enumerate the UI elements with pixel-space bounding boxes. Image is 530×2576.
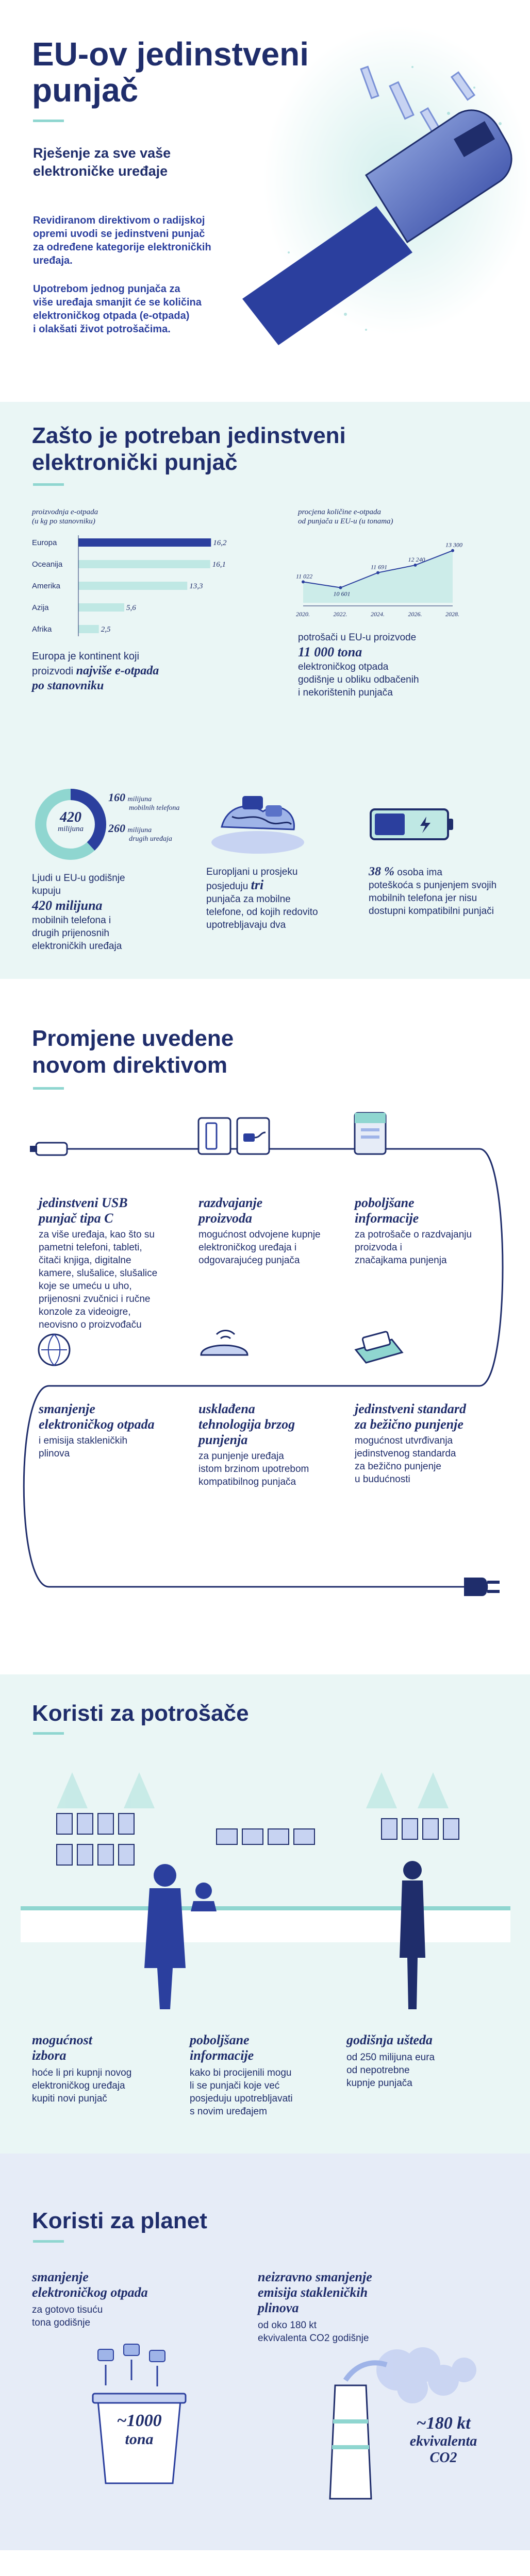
benefit-body-line: elektroničkog uređaja <box>32 2080 125 2091</box>
benefit-body-line: od nepotrebne <box>346 2065 410 2076</box>
why-section <box>0 402 530 979</box>
chart1-title-line: proizvodnja e-otpada <box>32 508 98 516</box>
clerk-figure <box>191 1883 217 1911</box>
change-title-line: punjač tipa C <box>39 1211 113 1226</box>
chart2-title-line: procjena količine e-otpada <box>298 508 382 516</box>
chart1-title-line: (u kg po stanovniku) <box>32 517 95 526</box>
change-body <box>355 1434 509 1486</box>
bar <box>78 625 99 633</box>
change-body-line: za bežično punjenje <box>355 1461 441 1472</box>
change-body <box>39 1228 183 1331</box>
why-title <box>32 422 346 476</box>
label-info-icon <box>355 1113 386 1154</box>
planet-body-line: za gotovo tisuću <box>32 2304 103 2315</box>
change-body-line: za više uređaja, kao što su <box>39 1229 155 1240</box>
donut-center-label: milijuna <box>57 825 84 833</box>
stat2-big: tri <box>251 877 264 892</box>
change-title-line: smanjenje <box>39 1401 95 1416</box>
stat1-line: mobilnih telefona i <box>32 915 111 926</box>
subtitle <box>33 144 171 180</box>
change-title-line: jedinstveni standard <box>355 1401 466 1416</box>
ewaste-big-number: ~1000 <box>117 2411 162 2430</box>
para2-line: i olakšati život potrošačima. <box>33 324 171 335</box>
legend2-sub: drugih uređaja <box>129 835 172 843</box>
chargers-line-3: elektroničkog otpada <box>298 662 389 672</box>
footer <box>0 2550 530 2576</box>
bar-value-label: 13,3 <box>189 582 203 590</box>
ewaste-big-unit: tona <box>125 2431 154 2448</box>
change-title <box>355 1195 499 1226</box>
chargers-line-5: i nekorištenih punjača <box>298 687 393 698</box>
line-point <box>451 549 454 552</box>
planet-body-line: ekvivalenta CO2 godišnje <box>258 2333 369 2344</box>
line-point <box>302 580 305 583</box>
legend1-label: milijuna <box>127 795 152 803</box>
change-body-line: neovisno o proizvođaču <box>39 1319 142 1330</box>
benefit-title <box>346 2032 501 2048</box>
change-body-line: čitači knjiga, digitalne <box>39 1255 131 1266</box>
planet-body-line: tona godišnje <box>32 2317 91 2328</box>
bar <box>78 603 124 612</box>
change-title <box>198 1195 343 1226</box>
planet-section <box>0 2154 530 2550</box>
change-body-line: odgovarajućeg punjača <box>198 1255 300 1266</box>
title-line-1: EU-ov jedinstveni <box>32 36 309 73</box>
europe-line-2 <box>32 664 159 679</box>
chart1-title <box>32 507 98 526</box>
change-ewaste <box>39 1401 183 1460</box>
stat-chargers-owned <box>206 866 318 931</box>
intro-paragraph-1 <box>33 214 211 267</box>
bar-category-label: Oceanija <box>32 560 63 569</box>
shop-scene-illustration <box>21 1752 510 2009</box>
legend1-sub: mobilnih telefona <box>129 804 180 812</box>
bar-value-label: 2,5 <box>101 625 111 634</box>
benefit-choice <box>32 2032 176 2105</box>
change-body-line: mogućnost odvojene kupnje <box>198 1229 321 1240</box>
planet-accent <box>33 2240 64 2243</box>
charger-ewaste-line-chart <box>298 531 473 623</box>
changes-title-line-2: novom direktivom <box>32 1053 227 1078</box>
consumers-accent <box>33 1732 64 1735</box>
line-point-label: 12 240 <box>408 555 425 563</box>
donut-center-number: 420 <box>60 809 81 825</box>
para2-line: Upotrebom jednog punjača za <box>33 283 180 295</box>
changes-title <box>32 1025 234 1079</box>
planet-ewaste <box>32 2269 218 2329</box>
planet-title-line: elektroničkog otpada <box>32 2285 148 2300</box>
bar-category-label: Azija <box>32 603 49 612</box>
stat1-line: Ljudi u EU-u godišnje <box>32 873 125 884</box>
ewaste-big-label <box>108 2411 170 2448</box>
line-area <box>303 551 453 603</box>
chargers-text <box>298 631 419 699</box>
benefit-body-line: s novim uređajem <box>190 2106 267 2117</box>
stat3-pct: 38 % <box>369 865 394 878</box>
line-x-tick-label: 2026. <box>408 611 422 618</box>
benefit-title-line: poboljšane <box>190 2032 250 2047</box>
planet-title: Koristi za planet <box>32 2208 207 2233</box>
europe-highlight: najviše e-otpada <box>76 664 159 677</box>
emissions-big-label <box>397 2414 490 2466</box>
change-body-line: proizvoda i <box>355 1242 402 1253</box>
changes-title-line-1: Promjene uvedene <box>32 1026 234 1051</box>
change-body-line: prijenosni zvučnici i ručne <box>39 1294 151 1304</box>
benefit-body-line: kupnje punjača <box>346 2078 412 2089</box>
change-body-line: značajkama punjenja <box>355 1255 447 1266</box>
change-body-line: kompatibilnog punjača <box>198 1477 296 1487</box>
chargers-line-1: potrošači u EU-u proizvode <box>298 632 417 643</box>
planet-title-line: neizravno smanjenje <box>258 2269 372 2284</box>
change-title-line: poboljšane <box>355 1195 415 1210</box>
bar-category-label: Amerika <box>32 582 61 590</box>
benefit-body <box>190 2066 334 2118</box>
stat2-line: telefone, od kojih redovito <box>206 907 318 918</box>
europe-line-1: Europa je kontinent koji <box>32 651 139 662</box>
stat3-line: dostupni kompatibilni punjači <box>369 906 494 917</box>
chargers-line-4: godišnje u obliku odbačenih <box>298 674 419 685</box>
legend2-number: 260 <box>108 822 125 835</box>
benefit-title-line: informacije <box>190 2048 254 2063</box>
change-body-line: i emisija stakleničkih <box>39 1435 128 1446</box>
line-x-tick-label: 2024. <box>371 611 385 618</box>
stat3-line-1 <box>369 866 496 879</box>
line-point-label: 10 601 <box>333 590 351 598</box>
benefit-title-line: godišnja ušteda <box>346 2032 433 2047</box>
line-x-tick-label: 2022. <box>333 611 347 618</box>
benefit-body <box>32 2066 176 2105</box>
para1-line: opremi uvodi se jedinstveni punjač <box>33 228 205 240</box>
emissions-big-co2: CO2 <box>429 2450 457 2466</box>
benefit-body-line: hoće li pri kupnji novog <box>32 2067 132 2078</box>
why-title-line-2: elektronički punjač <box>32 450 238 475</box>
change-fast-charging <box>198 1401 343 1488</box>
chart2-title <box>298 507 393 526</box>
chargers-pile-icon <box>206 781 309 858</box>
why-title-line-1: Zašto je potreban jedinstveni <box>32 423 346 448</box>
change-body-line: mogućnost utvrđivanja <box>355 1435 453 1446</box>
change-title <box>39 1401 183 1432</box>
para2-line: više uređaja smanjit će se količina <box>33 297 202 308</box>
phone-icon <box>198 1118 230 1154</box>
why-accent <box>33 483 64 486</box>
stat-compatibility <box>369 866 496 918</box>
para1-line: uređaja. <box>33 255 73 266</box>
para2-line: elektroničkog otpada (e-otpada) <box>33 310 190 321</box>
change-usb-c <box>39 1195 183 1331</box>
chargers-big: 11 000 tona <box>298 645 362 659</box>
planet-title-line: plinova <box>258 2300 299 2315</box>
change-title-line: elektroničkog otpada <box>39 1417 155 1432</box>
change-title-line: jedinstveni USB <box>39 1195 128 1210</box>
emissions-big-number: ~180 kt <box>416 2414 471 2433</box>
stat1-line: elektroničkih uređaja <box>32 941 122 952</box>
planet-title-line: smanjenje <box>32 2269 89 2284</box>
planet-body <box>258 2319 454 2345</box>
benefit-body-line: kupiti novi punjač <box>32 2093 107 2104</box>
benefit-body-line: li se punjači koje već <box>190 2080 280 2091</box>
change-body-line: istom brzinom upotrebom <box>198 1464 309 1475</box>
change-title-line: punjenja <box>198 1432 248 1447</box>
planet-body-line: od oko 180 kt <box>258 2320 317 2331</box>
planet-body <box>32 2303 218 2329</box>
change-body <box>198 1228 343 1267</box>
bar-value-label: 5,6 <box>126 604 136 612</box>
change-unbundling <box>198 1195 343 1267</box>
benefit-body-line: od 250 milijuna eura <box>346 2052 435 2063</box>
change-body <box>39 1434 183 1460</box>
stat3-line: poteškoća s punjenjem svojih <box>369 880 497 891</box>
line-point-label: 11 691 <box>371 563 388 571</box>
legend1-number: 160 <box>108 791 125 804</box>
benefit-savings <box>346 2032 501 2090</box>
line-point <box>376 571 379 574</box>
line-x-tick-label: 2020. <box>296 611 310 618</box>
change-body-line: pametni telefoni, tableti, <box>39 1242 142 1253</box>
stat2-line: Europljani u prosjeku <box>206 867 298 877</box>
change-body <box>198 1450 343 1488</box>
stat1-big: 420 milijuna <box>32 898 103 913</box>
change-wireless <box>355 1401 509 1486</box>
change-body-line: elektroničkog uređaja i <box>198 1242 297 1253</box>
line-x-tick-label: 2028. <box>445 611 459 618</box>
fast-charge-icon <box>201 1331 247 1355</box>
change-title-line: razdvajanje <box>198 1195 263 1210</box>
bar <box>78 582 187 590</box>
stat2-line-2 <box>206 878 318 893</box>
customer-figure <box>144 1864 186 2009</box>
change-body-line: koje se umeću u uho, <box>39 1281 132 1292</box>
benefit-title-line: mogućnost <box>32 2032 93 2047</box>
change-body-line: za potrošače o razdvajanju <box>355 1229 472 1240</box>
stat3-line: mobilnih telefona jer nisu <box>369 893 477 904</box>
bar-value-label: 16,2 <box>213 539 227 547</box>
consumers-title: Koristi za potrošače <box>32 1701 249 1726</box>
title-accent <box>33 120 64 122</box>
benefit-title <box>32 2032 176 2063</box>
cable-path-illustration <box>0 1108 530 1623</box>
stat-devices-bought <box>32 872 125 953</box>
buyer-figure <box>400 1861 425 2009</box>
change-title-line: proizvoda <box>198 1211 252 1226</box>
charger-icon <box>237 1118 269 1154</box>
donut-legend-2 <box>108 822 172 843</box>
change-title <box>198 1401 343 1448</box>
change-title-line: informacije <box>355 1211 419 1226</box>
bar <box>78 560 210 568</box>
change-body-line: kamere, slušalice, slušalice <box>39 1268 158 1279</box>
change-title-line: za bežično punjenje <box>355 1417 463 1432</box>
line-point-label: 13 300 <box>445 541 462 549</box>
change-body <box>355 1228 499 1267</box>
benefit-title-line: izbora <box>32 2048 67 2063</box>
change-info <box>355 1195 499 1267</box>
changes-section <box>0 979 530 1674</box>
change-body-line: jedinstvenog standarda <box>355 1448 456 1459</box>
change-title <box>39 1195 183 1226</box>
bar-category-label: Afrika <box>32 625 52 634</box>
usb-c-cable-illustration <box>242 10 521 371</box>
europe-text <box>32 649 159 693</box>
planet-title-block <box>32 2269 218 2300</box>
title-line-2: punjač <box>32 72 139 109</box>
benefit-title <box>190 2032 334 2063</box>
stat2-line: upotrebljavaju dva <box>206 920 286 930</box>
para1-line: za određene kategorije elektroničkih <box>33 242 211 253</box>
europe-line-3: po stanovniku <box>32 679 104 692</box>
changes-accent <box>33 1087 64 1090</box>
europe-line-2a: proizvodi <box>32 666 76 677</box>
donut-center <box>32 810 109 834</box>
header-section <box>0 0 530 402</box>
planet-emissions <box>258 2269 454 2345</box>
para1-line: Revidiranom direktivom o radijskoj <box>33 215 205 226</box>
chart2-title-line: od punjača u EU-u (u tonama) <box>298 517 393 526</box>
stat3-text: osoba ima <box>394 867 442 878</box>
stat1-line: kupuju <box>32 886 61 896</box>
benefit-body <box>346 2051 501 2090</box>
benefit-body-line: posjeduju upotrebljavati <box>190 2093 293 2104</box>
subtitle-line-2: elektroničke uređaje <box>33 163 168 179</box>
subtitle-line-1: Rješenje za sve vaše <box>33 145 171 161</box>
change-body-line: za punjenje uređaja <box>198 1451 284 1462</box>
line-point <box>339 586 342 589</box>
legend2-label: milijuna <box>127 826 152 834</box>
donut-legend-1 <box>108 791 179 812</box>
change-body-line: u budućnosti <box>355 1474 410 1485</box>
benefit-body-line: kako bi procijenili mogu <box>190 2067 292 2078</box>
planet-title-block <box>258 2269 454 2316</box>
stat2-line: punjača za mobilne <box>206 894 291 905</box>
stat2-text: posjeduju <box>206 881 251 892</box>
emissions-big-unit: ekvivalenta <box>409 2433 477 2449</box>
line-point <box>414 564 417 567</box>
intro-paragraph-2 <box>33 282 202 336</box>
planet-title-line: emisija stakleničkih <box>258 2285 368 2300</box>
consumers-section <box>0 1674 530 2154</box>
bar-value-label: 16,1 <box>212 561 226 569</box>
benefit-information <box>190 2032 334 2118</box>
change-body-line: konzole za videoigre, <box>39 1307 131 1317</box>
line-point-label: 11 022 <box>296 572 313 580</box>
stat1-line: drugih prijenosnih <box>32 928 109 939</box>
globe-recycling-icon <box>39 1334 70 1365</box>
battery-low-icon <box>369 806 456 842</box>
bar <box>78 538 211 547</box>
change-body-line: plinova <box>39 1448 70 1459</box>
wireless-pad-icon <box>356 1331 402 1363</box>
change-title <box>355 1401 509 1432</box>
bar-category-label: Europa <box>32 538 57 547</box>
change-title-line: usklađena <box>198 1401 255 1416</box>
change-title-line: tehnologija brzog <box>198 1417 295 1432</box>
